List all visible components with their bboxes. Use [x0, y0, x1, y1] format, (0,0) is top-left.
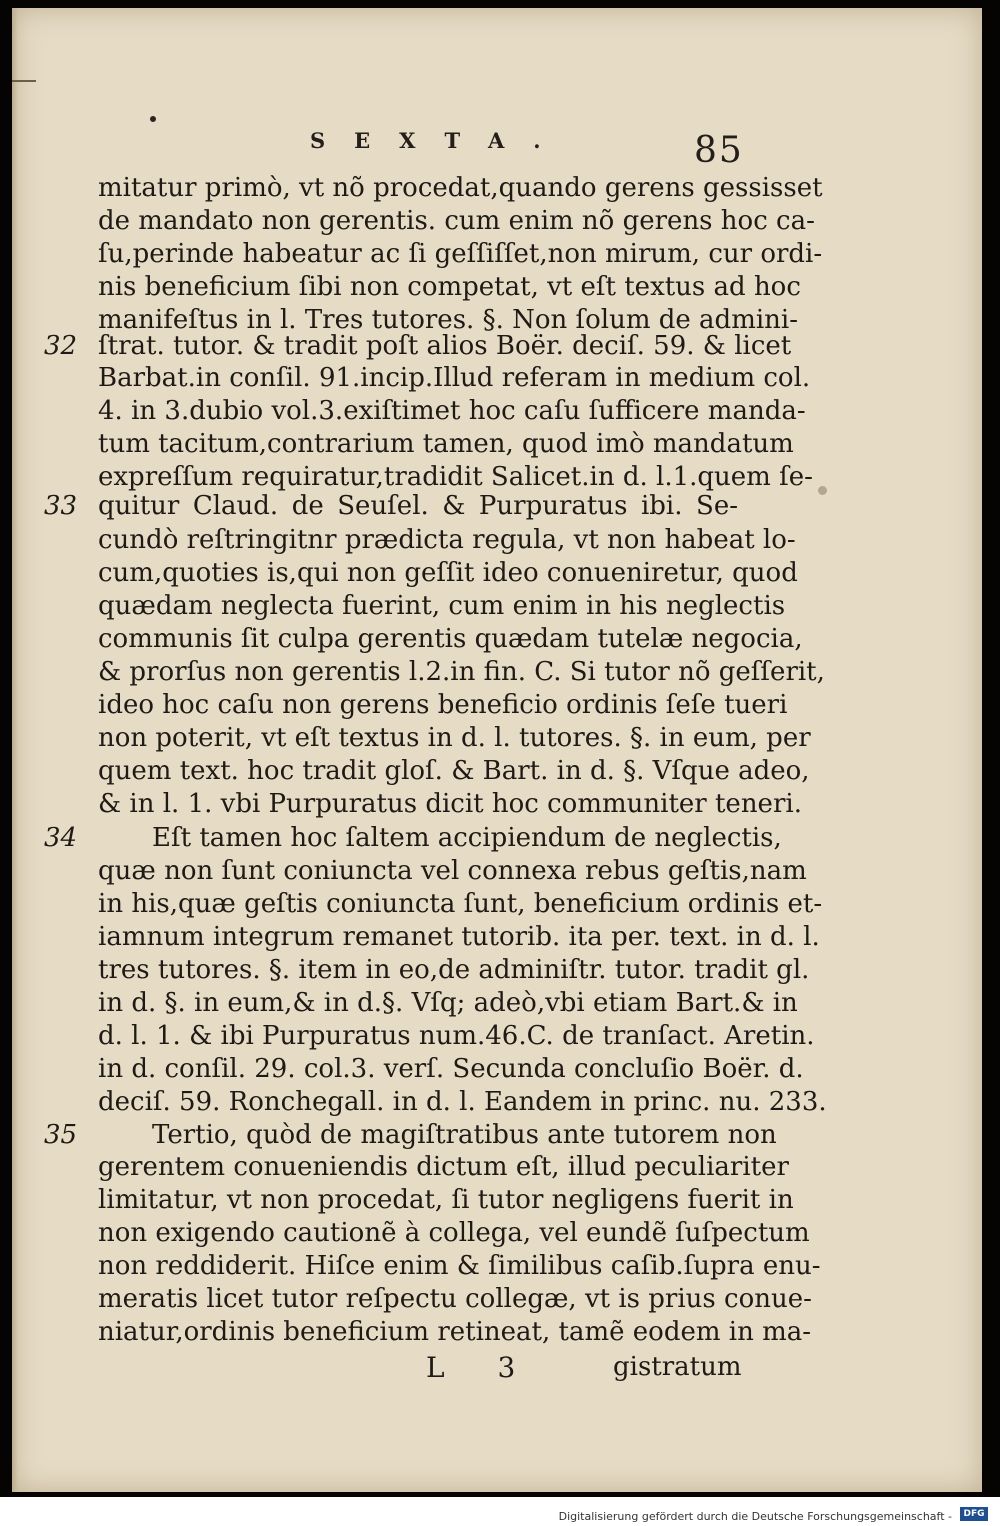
- text-line: quem text. hoc tradit gloſ. & Bart. in d. §. Vſque adeo,: [98, 756, 810, 786]
- text-line: in his,quæ geſtis coniuncta ſunt, beneficium ordinis et-: [98, 889, 823, 919]
- text-line: d. l. 1. & ibi Purpuratus num.46.C. de tranſact. Aretin.: [98, 1021, 815, 1051]
- text-line: Barbat.in conſil. 91.incip.Illud referam in medium col.: [98, 363, 811, 393]
- text-line: quædam neglecta fuerint, cum enim in his neglectis: [98, 591, 786, 621]
- catchword: gistratum: [613, 1352, 742, 1382]
- text-line: non reddiderit. Hiſce enim & ſimilibus caſib.ſupra enu-: [98, 1251, 821, 1281]
- margin-number-32: 32: [44, 331, 78, 361]
- text-line: cundò reſtringitnr prædicta regula, vt non habeat lo-: [98, 525, 796, 555]
- text-line: in d. conſil. 29. col.3. verſ. Secunda concluſio Boër. d.: [98, 1054, 804, 1084]
- margin-number-33: 33: [44, 491, 78, 521]
- text-line: limitatur, vt non procedat, ſi tutor negligens fuerit in: [98, 1185, 794, 1215]
- text-line: & prorſus non gerentis l.2.in fin. C. Si tutor nõ geſſerit,: [98, 657, 825, 687]
- text-line: mitatur primò, vt nõ procedat,quando gerens gessisset: [98, 173, 823, 203]
- text-line: Tertio, quòd de magiſtratibus ante tutorem non: [152, 1120, 777, 1150]
- text-line: 4. in 3.dubio vol.3.exiſtimet hoc caſu ſufficere manda-: [98, 396, 806, 426]
- text-line: tres tutores. §. item in eo,de adminiſtr. tutor. tradit gl.: [98, 955, 810, 985]
- text-line: quæ non ſunt coniuncta vel connexa rebus geſtis,nam: [98, 856, 807, 886]
- running-head: SEXTA.: [310, 128, 570, 153]
- text-line: quitur Claud. de Seuſel. & Purpuratus ibi. Se-: [98, 491, 738, 521]
- text-line: cum,quoties is,qui non geſſit ideo conueniretur, quod: [98, 558, 798, 588]
- funding-credit: Digitalisierung gefördert durch die Deutsche Forschungsgemeinschaft -: [558, 1510, 952, 1523]
- text-line: niatur,ordinis beneficium retineat, tamẽ eodem in ma-: [98, 1317, 812, 1347]
- text-line: in d. §. in eum,& in d.§. Vſq; adeò,vbi etiam Bart.& in: [98, 988, 798, 1018]
- text-line: tum tacitum,contrarium tamen, quod imò mandatum: [98, 429, 794, 459]
- text-line: ſu,perinde habeatur ac ſi geſſiſſet,non mirum, cur ordi-: [98, 239, 823, 269]
- text-line: gerentem conueniendis dictum eſt, illud peculiariter: [98, 1152, 789, 1182]
- text-line: manifeſtus in l. Tres tutores. §. Non ſolum de admini-: [98, 305, 799, 335]
- text-line: meratis licet tutor reſpectu collegæ, vt is prius conue-: [98, 1284, 812, 1314]
- text-line: ideo hoc caſu non gerens beneficio ordinis ſeſe tueri: [98, 690, 788, 720]
- text-line: expreſſum requiratur,tradidit Salicet.in d. l.1.quem ſe-: [98, 462, 813, 492]
- text-line: & in l. 1. vbi Purpuratus dicit hoc communiter teneri.: [98, 789, 802, 819]
- text-line: iamnum integrum remanet tutorib. ita per. text. in d. l.: [98, 922, 820, 952]
- text-line: communis ſit culpa gerentis quædam tutelæ negocia,: [98, 624, 803, 654]
- page-number: 85: [694, 130, 744, 171]
- text-line: non poterit, vt eſt textus in d. l. tutores. §. in eum, per: [98, 723, 811, 753]
- text-line: de mandato non gerentis. cum enim nõ gerens hoc ca-: [98, 206, 815, 236]
- margin-number-35: 35: [44, 1120, 78, 1150]
- text-line: deciſ. 59. Ronchegall. in d. l. Eandem in princ. nu. 233.: [98, 1087, 827, 1117]
- text-line: nis beneficium ſibi non competat, vt eſt textus ad hoc: [98, 272, 801, 302]
- margin-number-34: 34: [44, 823, 78, 853]
- text-line: Eſt tamen hoc ſaltem accipiendum de neglectis,: [152, 823, 782, 853]
- signature-mark: L 3: [426, 1351, 538, 1384]
- text-line: non exigendo cautionẽ à collega, vel eundẽ ſuſpectum: [98, 1218, 810, 1248]
- text-line: ſtrat. tutor. & tradit poſt alios Boër. deciſ. 59. & licet: [98, 331, 792, 361]
- dfg-logo: DFG: [960, 1507, 988, 1521]
